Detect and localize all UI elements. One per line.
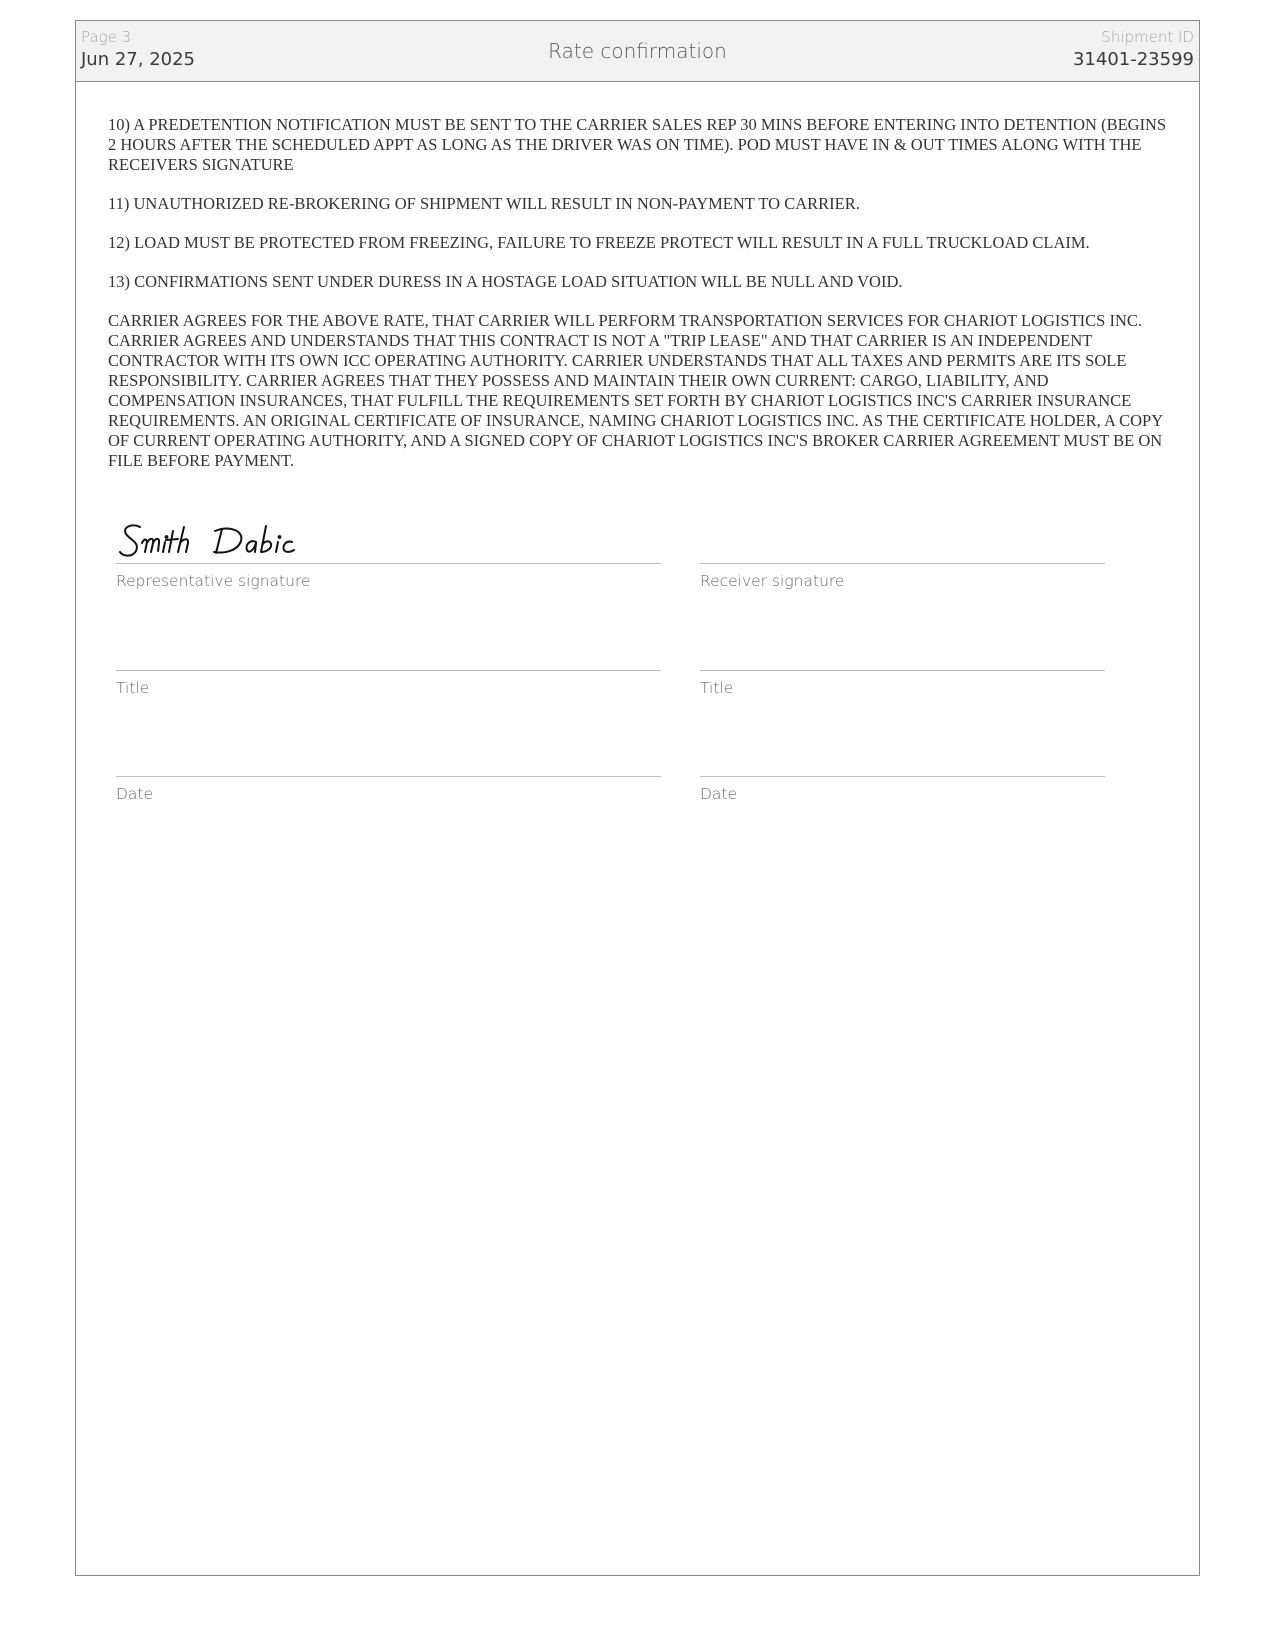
page-header [76,21,1199,82]
representative-date-label: Date [116,785,154,803]
representative-signature-label: Representative signature [116,572,311,590]
document-page [75,20,1200,1576]
terms-section [108,115,1168,490]
receiver-title-field[interactable] [700,670,1105,697]
representative-signature-field[interactable] [116,563,661,590]
signature-line [116,563,661,564]
term-item: 12) LOAD MUST BE PROTECTED FROM FREEZING, FAILURE TO FREEZE PROTECT WILL RESULT IN A FULL TRUCKLOAD CLAIM. [108,233,1090,252]
representative-signature-image [118,521,328,565]
receiver-signature-field[interactable] [700,563,1105,590]
date-line [116,776,661,777]
term-item: 11) UNAUTHORIZED RE-BROKERING OF SHIPMENT WILL RESULT IN NON-PAYMENT TO CARRIER. [108,194,860,213]
receiver-date-field[interactable] [700,776,1105,803]
page-number: Page 3 [81,28,132,46]
title-line [116,670,661,671]
date-line [700,776,1105,777]
shipment-id-label: Shipment ID [1101,28,1194,46]
shipment-id-value: 31401-23599 [1072,49,1194,70]
representative-title-label: Title [116,679,150,697]
term-item: 10) A PREDETENTION NOTIFICATION MUST BE SENT TO THE CARRIER SALES REP 30 MINS BEFORE ENTERING INTO DETENTION (BEGINS 2 HOURS AFTER THE SCHEDULED APPT AS LONG AS THE DRIVER WAS ON TIME). POD MUST HAVE IN & OUT TIMES ALONG WITH THE RECEIVERS SIGNATURE [108,115,1167,174]
document-date: Jun 27, 2025 [81,49,196,70]
receiver-date-label: Date [700,785,738,803]
receiver-signature-label: Receiver signature [700,572,845,590]
signature-line [700,563,1105,564]
header-right [1073,28,1194,72]
receiver-title-label: Title [700,679,734,697]
representative-title-field[interactable] [116,670,661,697]
representative-date-field[interactable] [116,776,661,803]
term-item: 13) CONFIRMATIONS SENT UNDER DURESS IN A HOSTAGE LOAD SITUATION WILL BE NULL AND VOID. [108,272,903,291]
document-title: Rate confirmation [548,39,727,63]
carrier-agreement-paragraph: CARRIER AGREES FOR THE ABOVE RATE, THAT CARRIER WILL PERFORM TRANSPORTATION SERVICES FOR CHARIOT LOGISTICS INC. CARRIER AGREES AND UNDERSTANDS THAT THIS CONTRACT IS NOT A "TRIP LEASE" AND THAT CARRIER IS AN INDEPENDENT CONTRACTOR WITH ITS OWN ICC OPERATING AUTHORITY. CARRIER UNDERSTANDS THAT ALL TAXES AND PERMITS ARE ITS SOLE RESPONSIBILITY. CARRIER AGREES THAT THEY POSSESS AND MAINTAIN THEIR OWN CURRENT: CARGO, LIABILITY, AND COMPENSATION INSURANCES, THAT FULFILL THE REQUIREMENTS SET FORTH BY CHARIOT LOGISTICS INC'S CARRIER INSURANCE REQUIREMENTS. AN ORIGINAL CERTIFICATE OF INSURANCE, NAMING CHARIOT LOGISTICS INC. AS THE CERTIFICATE HOLDER, A COPY OF CURRENT OPERATING AUTHORITY, AND A SIGNED COPY OF CHARIOT LOGISTICS INC'S BROKER CARRIER AGREEMENT MUST BE ON FILE BEFORE PAYMENT. [108,311,1163,470]
title-line [700,670,1105,671]
